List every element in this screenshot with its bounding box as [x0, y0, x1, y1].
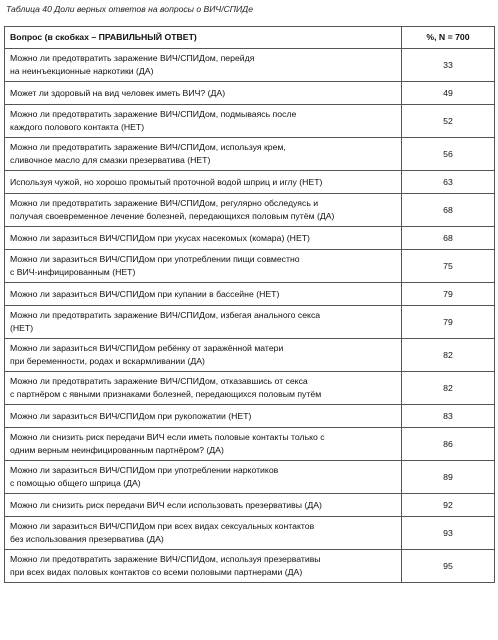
table-header-row	[5, 27, 495, 49]
question-line: Можно ли предотвратить заражение ВИЧ/СПИДом, используя крем,	[10, 142, 286, 153]
percent-cell: 49	[402, 82, 495, 105]
table-row	[5, 405, 495, 428]
question-line: с партнёром с явными признаками болезней, передающихся половым путём	[10, 389, 322, 399]
question-cell	[5, 494, 402, 517]
question-line: Можно ли заразиться ВИЧ/СПИДом при купании в бассейне (НЕТ)	[10, 288, 280, 299]
table-caption: Таблица 40 Доли верных ответов на вопросы о ВИЧ/СПИДе	[6, 4, 254, 14]
question-line: Можно ли предотвратить заражение ВИЧ/СПИДом, подмываясь после	[10, 109, 297, 120]
question-line: Можно ли предотвратить заражение ВИЧ/СПИДом, избегая анального секса	[10, 310, 321, 321]
question-cell	[5, 550, 402, 583]
table-row	[5, 494, 495, 517]
table-row	[5, 339, 495, 372]
question-cell	[5, 306, 402, 339]
table-row	[5, 194, 495, 227]
percent-cell: 68	[402, 227, 495, 250]
question-line: Можно ли заразиться ВИЧ/СПИДом при употреблении пищи совместно	[10, 254, 300, 265]
question-line: сливочное масло для смазки презерватива (НЕТ)	[10, 155, 211, 165]
table-row	[5, 283, 495, 306]
percent-cell: 75	[402, 250, 495, 283]
percent-cell: 92	[402, 494, 495, 517]
percent-cell: 89	[402, 461, 495, 494]
question-line: Используя чужой, но хорошо промытый проточной водой шприц и иглу (НЕТ)	[10, 176, 323, 187]
table-row	[5, 550, 495, 583]
question-line: без использования презерватива (ДА)	[10, 534, 164, 544]
question-line: Можно ли снизить риск передачи ВИЧ если иметь половые контакты только с	[10, 432, 325, 443]
table-row	[5, 227, 495, 250]
question-line: Можно ли заразиться ВИЧ/СПИДом при укусах насекомых (комара) (НЕТ)	[10, 232, 310, 243]
question-cell	[5, 138, 402, 171]
question-cell	[5, 105, 402, 138]
table-row	[5, 105, 495, 138]
question-cell	[5, 461, 402, 494]
percent-cell: 82	[402, 372, 495, 405]
question-cell	[5, 372, 402, 405]
survey-table	[4, 26, 495, 583]
table-row	[5, 372, 495, 405]
table-row	[5, 171, 495, 194]
question-line: Можно ли заразиться ВИЧ/СПИДом при всех видах сексуальных контактов	[10, 521, 315, 532]
percent-cell: 52	[402, 105, 495, 138]
table-row	[5, 82, 495, 105]
table-row	[5, 517, 495, 550]
question-cell	[5, 227, 402, 250]
percent-cell: 79	[402, 306, 495, 339]
question-cell	[5, 517, 402, 550]
percent-cell: 63	[402, 171, 495, 194]
question-line: Можно ли снизить риск передачи ВИЧ если использовать презервативы (ДА)	[10, 499, 322, 510]
table-row	[5, 138, 495, 171]
percent-cell: 82	[402, 339, 495, 372]
question-line: получая своевременное лечение болезней, передающихся половым путём (ДА)	[10, 211, 335, 221]
question-line: Можно ли предотвратить заражение ВИЧ/СПИДом, используя презервативы	[10, 554, 321, 565]
table-row	[5, 49, 495, 82]
question-cell	[5, 194, 402, 227]
question-line: каждого полового контакта (НЕТ)	[10, 122, 145, 132]
percent-cell: 83	[402, 405, 495, 428]
question-cell	[5, 405, 402, 428]
table-row	[5, 250, 495, 283]
percent-cell: 93	[402, 517, 495, 550]
question-line: Можно ли заразиться ВИЧ/СПИДом при употреблении наркотиков	[10, 465, 279, 476]
percent-cell: 68	[402, 194, 495, 227]
question-line: с помощью общего шприца (ДА)	[10, 478, 141, 488]
question-line: Может ли здоровый на вид человек иметь ВИЧ? (ДА)	[10, 87, 226, 98]
question-cell	[5, 428, 402, 461]
question-line: Можно ли заразиться ВИЧ/СПИДом при рукопожатии (НЕТ)	[10, 410, 252, 421]
header-percent: %, N = 700	[402, 27, 495, 49]
percent-cell: 95	[402, 550, 495, 583]
question-line: на неинъекционные наркотики (ДА)	[10, 66, 154, 76]
percent-cell: 79	[402, 283, 495, 306]
header-question: Вопрос (в скобках – ПРАВИЛЬНЫЙ ОТВЕТ)	[5, 27, 402, 49]
table-row	[5, 306, 495, 339]
question-line: (НЕТ)	[10, 323, 34, 333]
question-line: с ВИЧ-инфицированным (НЕТ)	[10, 267, 136, 277]
question-line: при всех видах половых контактов со всеми половыми партнерами (ДА)	[10, 567, 303, 577]
question-line: Можно ли предотвратить заражение ВИЧ/СПИДом, отказавшись от секса	[10, 376, 308, 387]
percent-cell: 56	[402, 138, 495, 171]
question-line: Можно ли предотвратить заражение ВИЧ/СПИДом, перейдя	[10, 53, 255, 64]
question-line: Можно ли заразиться ВИЧ/СПИДом ребёнку от заражённой матери	[10, 343, 284, 354]
question-cell	[5, 82, 402, 105]
table-row	[5, 461, 495, 494]
question-cell	[5, 283, 402, 306]
question-cell	[5, 339, 402, 372]
question-line: Можно ли предотвратить заражение ВИЧ/СПИДом, регулярно обследуясь и	[10, 198, 319, 209]
question-line: при беременности, родах и вскармливании (ДА)	[10, 356, 205, 366]
question-cell	[5, 250, 402, 283]
question-cell	[5, 49, 402, 82]
percent-cell: 33	[402, 49, 495, 82]
question-cell	[5, 171, 402, 194]
table-row	[5, 428, 495, 461]
percent-cell: 86	[402, 428, 495, 461]
question-line: одним верным неинфицированным партнёром? (ДА)	[10, 445, 224, 455]
